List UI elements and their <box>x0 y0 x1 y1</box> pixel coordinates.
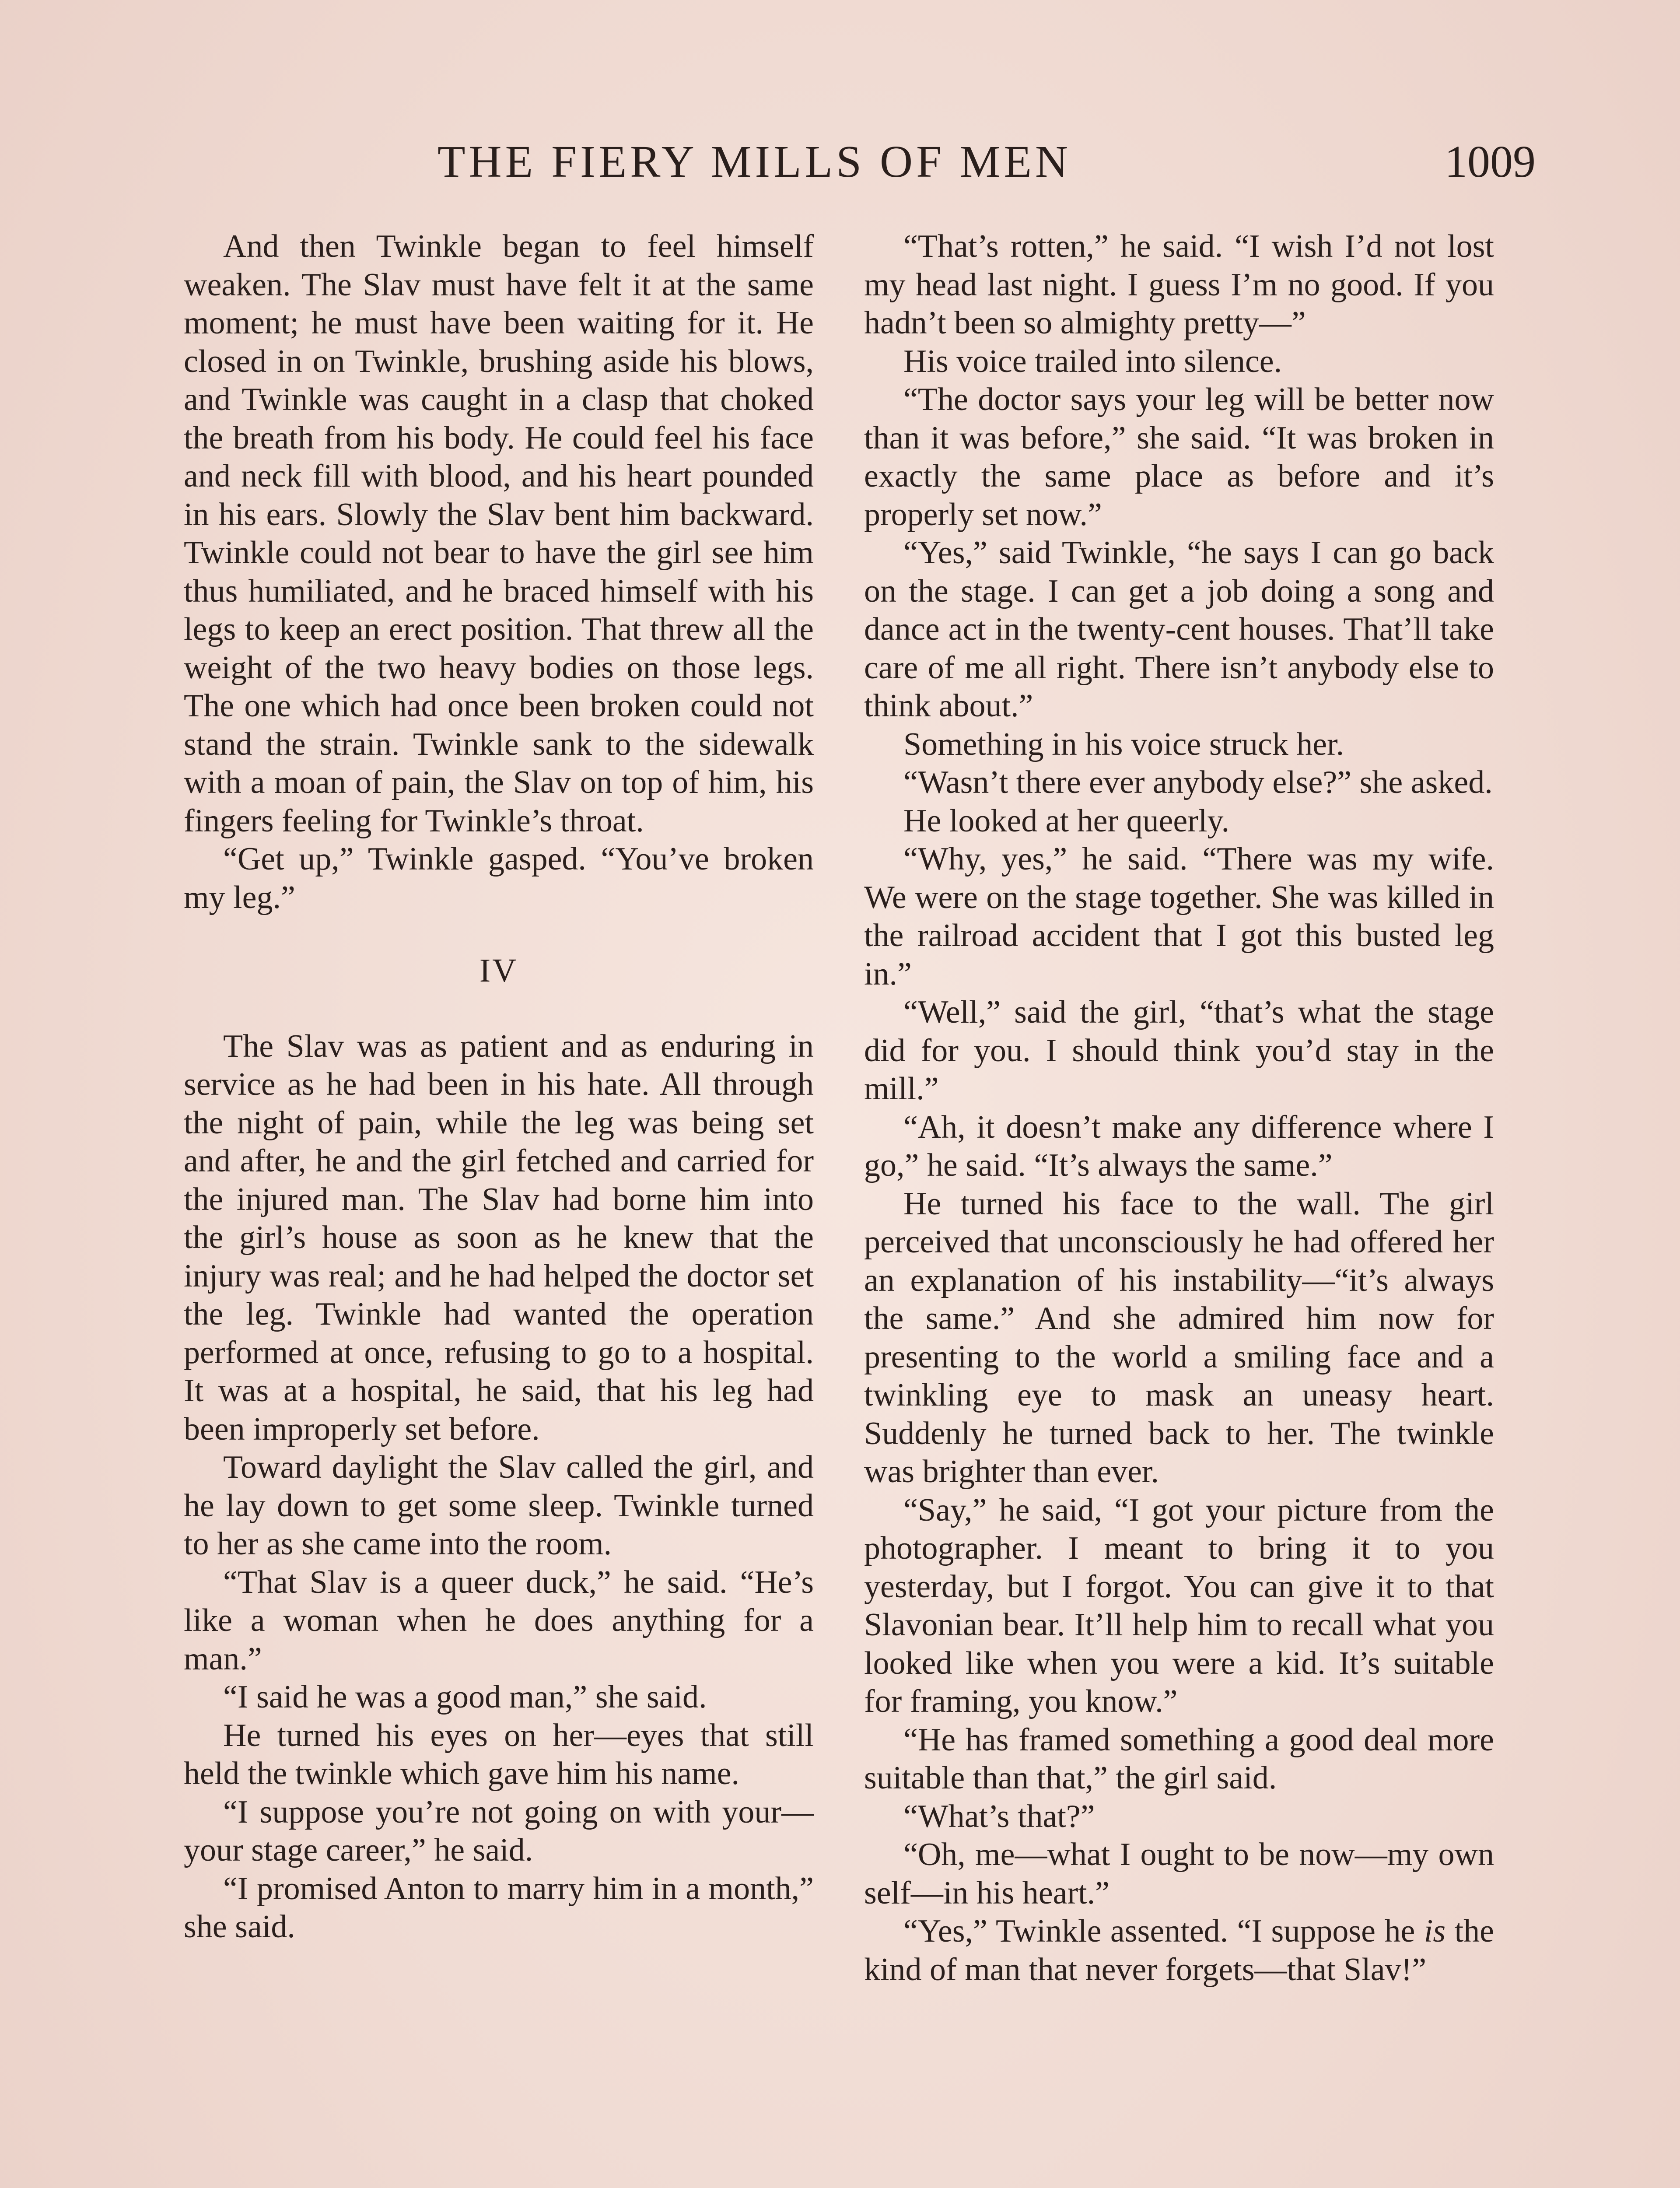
text-run: the kind of man that never forgets—that Slav!” <box>864 1913 1494 1988</box>
paragraph: “I suppose you’re not going on with your—your stage career,” he said. <box>184 1794 814 1868</box>
paragraph: Toward daylight the Slav called the girl, and he lay down to get some sleep. Twinkle turned to her as she came into the room. <box>184 1449 814 1562</box>
paragraph: He turned his face to the wall. The girl perceived that unconsciously he had offered her an explanation of his instability—“it’s always the same.” And she admired him now for presenting to the world a smiling face and a twinkling eye to mask an uneasy heart. Suddenly he turned back to her. The twinkle was brighter than ever. <box>864 1185 1494 1490</box>
page-number: 1009 <box>1445 137 1536 187</box>
paragraph: He turned his eyes on her—eyes that still held the twinkle which gave him his name. <box>184 1717 814 1792</box>
left-column <box>184 228 814 1946</box>
paragraph: “I said he was a good man,” she said. <box>223 1679 707 1715</box>
paragraph: “Wasn’t there ever anybody else?” she asked. <box>903 764 1493 800</box>
running-title: THE FIERY MILLS OF MEN <box>438 137 1072 187</box>
paragraph: Something in his voice struck her. <box>903 726 1344 762</box>
paragraph: “Well,” said the girl, “that’s what the stage did for you. I should think you’d stay in the mill.” <box>864 994 1494 1107</box>
paragraph: The Slav was as patient and as enduring in service as he had been in his hate. All through the night of pain, while the leg was being set and after, he and the girl fetched and carried for the injured man. The Slav had borne him into the girl’s house as soon as he knew that the injury was real; and he had helped the doctor set the leg. Twinkle had wanted the operation performed at once, refusing to go to a hospital. It was at a hospital, he said, that his leg had been improperly set before. <box>184 1028 814 1447</box>
paragraph: He looked at her queerly. <box>903 803 1230 839</box>
paragraph: “Why, yes,” he said. “There was my wife. We were on the stage together. She was killed in the railroad accident that I got this busted leg in.” <box>864 841 1494 992</box>
paragraph: His voice trailed into silence. <box>903 343 1282 379</box>
paragraph: “The doctor says your leg will be better now than it was before,” she said. “It was broken in exactly the same place as before and it’s properly set now.” <box>864 382 1494 533</box>
right-column <box>864 228 1494 1989</box>
paragraph: “Yes,” said Twinkle, “he says I can go back on the stage. I can get a job doing a song and dance act in the twenty-cent houses. That’ll take care of me all right. There isn’t anybody else to think about.” <box>864 535 1494 724</box>
paragraph: “Get up,” Twinkle gasped. “You’ve broken my leg.” <box>184 841 814 915</box>
section-heading: IV <box>479 952 518 989</box>
paragraph: And then Twinkle began to feel himself weaken. The Slav must have felt it at the same moment; he must have been waiting for it. He closed in on Twinkle, brushing aside his blows, and Twinkle was caught in a clasp that choked the breath from his body. He could feel his face and neck fill with blood, and his heart pounded in his ears. Slowly the Slav bent him backward. Twinkle could not bear to have the girl see him thus humiliated, and he braced himself with his legs to keep an erect position. That threw all the weight of the two heavy bodies on those legs. The one which had once been broken could not stand the strain. Twinkle sank to the sidewalk with a moan of pain, the Slav on top of him, his fingers feeling for Twinkle’s throat. <box>184 228 814 839</box>
text-run: “Yes,” Twinkle assented. “I suppose he <box>903 1913 1424 1949</box>
paragraph: “Ah, it doesn’t make any difference where I go,” he said. “It’s always the same.” <box>864 1109 1494 1183</box>
paragraph <box>864 1912 1494 1989</box>
paragraph: “Oh, me—what I ought to be now—my own self—in his heart.” <box>864 1837 1494 1911</box>
paragraph: “He has framed something a good deal more suitable than that,” the girl said. <box>864 1722 1494 1796</box>
emphasis-text: is <box>1424 1913 1446 1949</box>
paragraph: “I promised Anton to marry him in a month,” she said. <box>184 1870 814 1945</box>
page-header <box>438 131 1536 193</box>
paragraph: “What’s that?” <box>903 1798 1095 1834</box>
paragraph: “Say,” he said, “I got your picture from the photographer. I meant to bring it to you yesterday, but I forgot. You can give it to that Slavonian bear. It’ll help him to recall what you looked like when you were a kid. It’s suitable for framing, you know.” <box>864 1492 1494 1719</box>
paragraph: “That’s rotten,” he said. “I wish I’d not lost my head last night. I guess I’m no good. If you hadn’t been so almighty pretty—” <box>864 228 1494 341</box>
paragraph: “That Slav is a queer duck,” he said. “He’s like a woman when he does anything for a man.” <box>184 1564 814 1677</box>
